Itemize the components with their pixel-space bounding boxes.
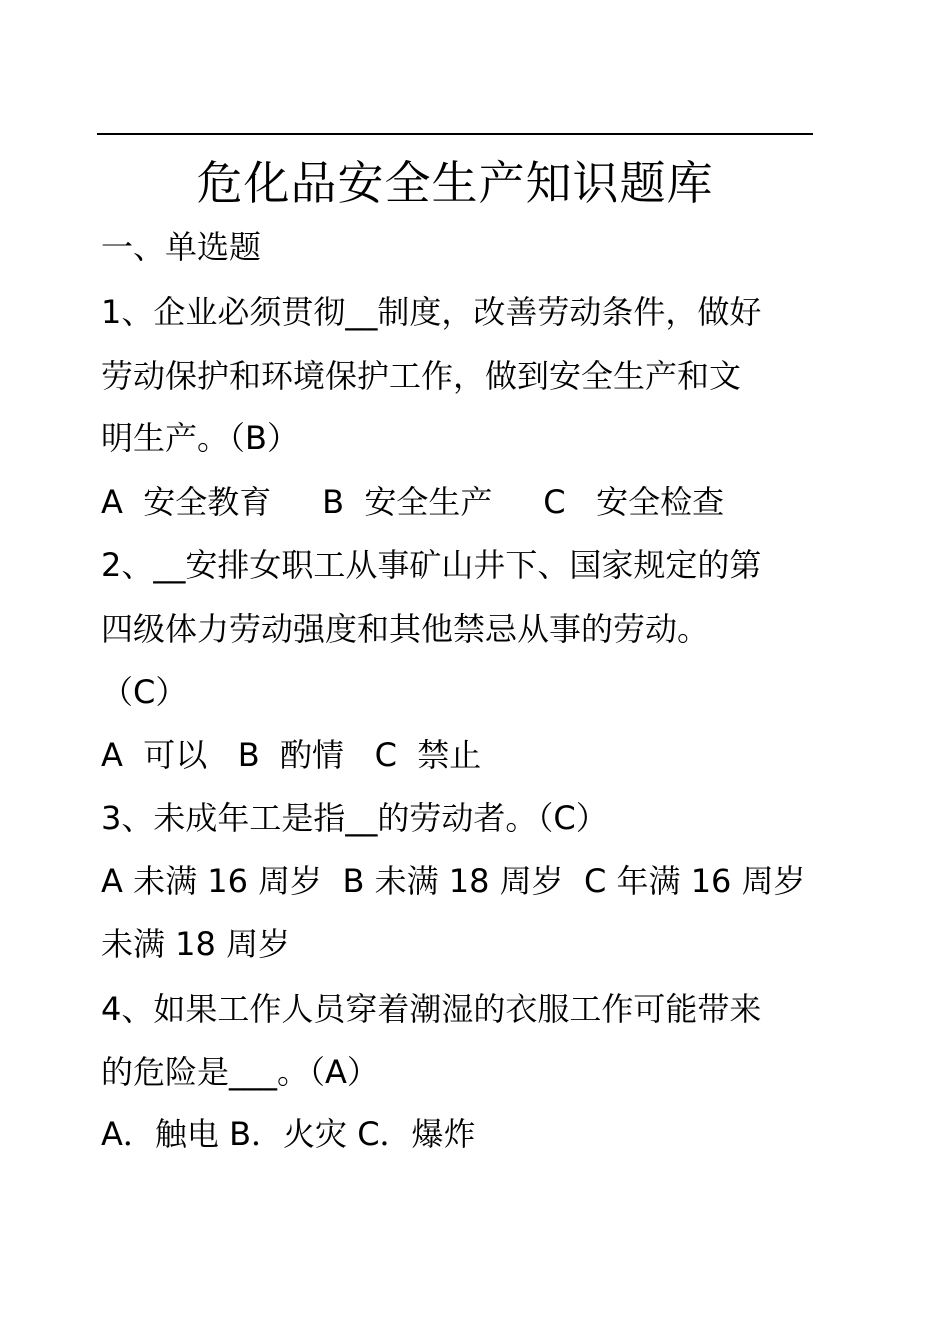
question-1-options: A 安全教育 B 安全生产 C 安全检查 <box>101 483 725 521</box>
question-3-options: A 未满 16 周岁 B 未满 18 周岁 C 年满 16 周岁 <box>101 862 806 900</box>
question-4-options: A．触电 B．火灾 C．爆炸 <box>101 1115 476 1153</box>
top-rule <box>97 133 813 135</box>
question-4-line-1: 4、如果工作人员穿着潮湿的衣服工作可能带来 <box>101 990 762 1028</box>
question-1-line-3: 明生产。（B） <box>101 419 299 457</box>
question-2-options: A 可以 B 酌情 C 禁止 <box>101 736 482 774</box>
section-heading: 一、单选题 <box>101 228 262 266</box>
question-3-options-continued: 未满 18 周岁 <box>101 925 291 963</box>
question-3-line-1: 3、未成年工是指__的劳动者。（C） <box>101 799 608 837</box>
question-1-line-1: 1、企业必须贯彻__制度，改善劳动条件，做好 <box>101 293 762 331</box>
question-4-line-2: 的危险是___。（A） <box>101 1053 379 1091</box>
document-title: 危化品安全生产知识题库 <box>196 156 714 210</box>
question-2-line-1: 2、__安排女职工从事矿山井下、国家规定的第 <box>101 546 762 584</box>
question-1-line-2: 劳动保护和环境保护工作，做到安全生产和文 <box>101 357 742 395</box>
question-2-line-2: 四级体力劳动强度和其他禁忌从事的劳动。 <box>101 610 710 648</box>
question-2-line-3: （C） <box>101 673 188 711</box>
